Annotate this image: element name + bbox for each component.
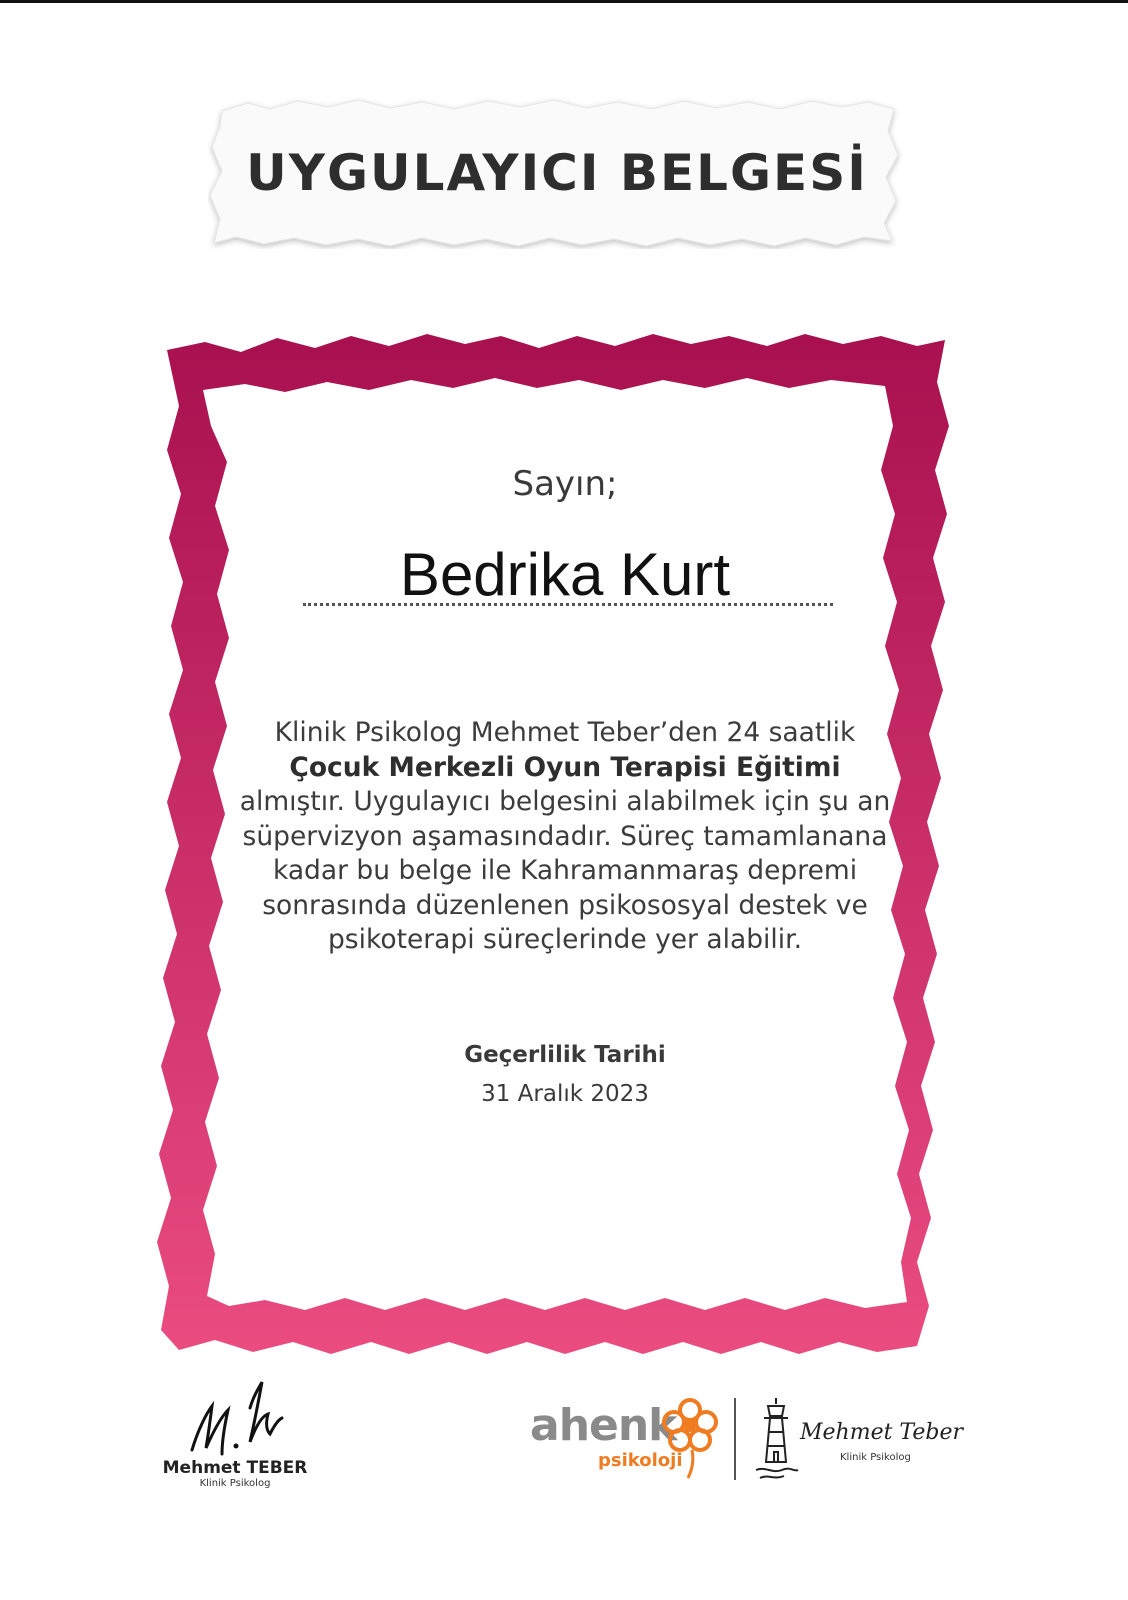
ahenk-wordmark: ahenk <box>530 1400 677 1451</box>
certificate-body <box>225 716 905 958</box>
certificate-title: UYGULAYICI BELGESİ <box>246 144 868 202</box>
mehmet-teber-subtitle: Klinik Psikolog <box>840 1452 911 1463</box>
mehmet-teber-wordmark: Mehmet Teber <box>800 1420 964 1445</box>
body-rest: almıştır. Uygulayıcı belgesini alabilmek için şu an süpervizyon aşamasındadır. Süreç tamamlanana kadar bu belge ile Kahramanmaraş depremi sonrasında düzenlenen psikososyal destek ve psikoterapi süreçlerinde yer alabilir. <box>239 786 891 955</box>
lighthouse-icon <box>752 1396 800 1482</box>
signer-name: Mehmet TEBER <box>162 1458 308 1478</box>
logo-divider <box>734 1398 736 1480</box>
recipient-name: Bedrika Kurt <box>399 541 731 608</box>
signer-title: Klinik Psikolog <box>199 1478 271 1489</box>
flower-icon <box>662 1396 718 1480</box>
certificate-content <box>195 380 935 1310</box>
body-intro: Klinik Psikolog Mehmet Teber’den 24 saatlik <box>274 717 856 748</box>
validity-date: 31 Aralık 2023 <box>481 1081 649 1107</box>
validity-label: Geçerlilik Tarihi <box>464 1042 666 1068</box>
course-name: Çocuk Merkezli Oyun Terapisi Eğitimi <box>289 751 841 783</box>
salutation: Sayın; <box>512 464 618 504</box>
ahenk-subtitle: psikoloji <box>598 1450 683 1471</box>
dotted-name-line <box>303 603 833 606</box>
top-border-line <box>0 0 1128 3</box>
ahenk-psikoloji-logo <box>528 1392 718 1482</box>
title-banner <box>208 97 906 249</box>
